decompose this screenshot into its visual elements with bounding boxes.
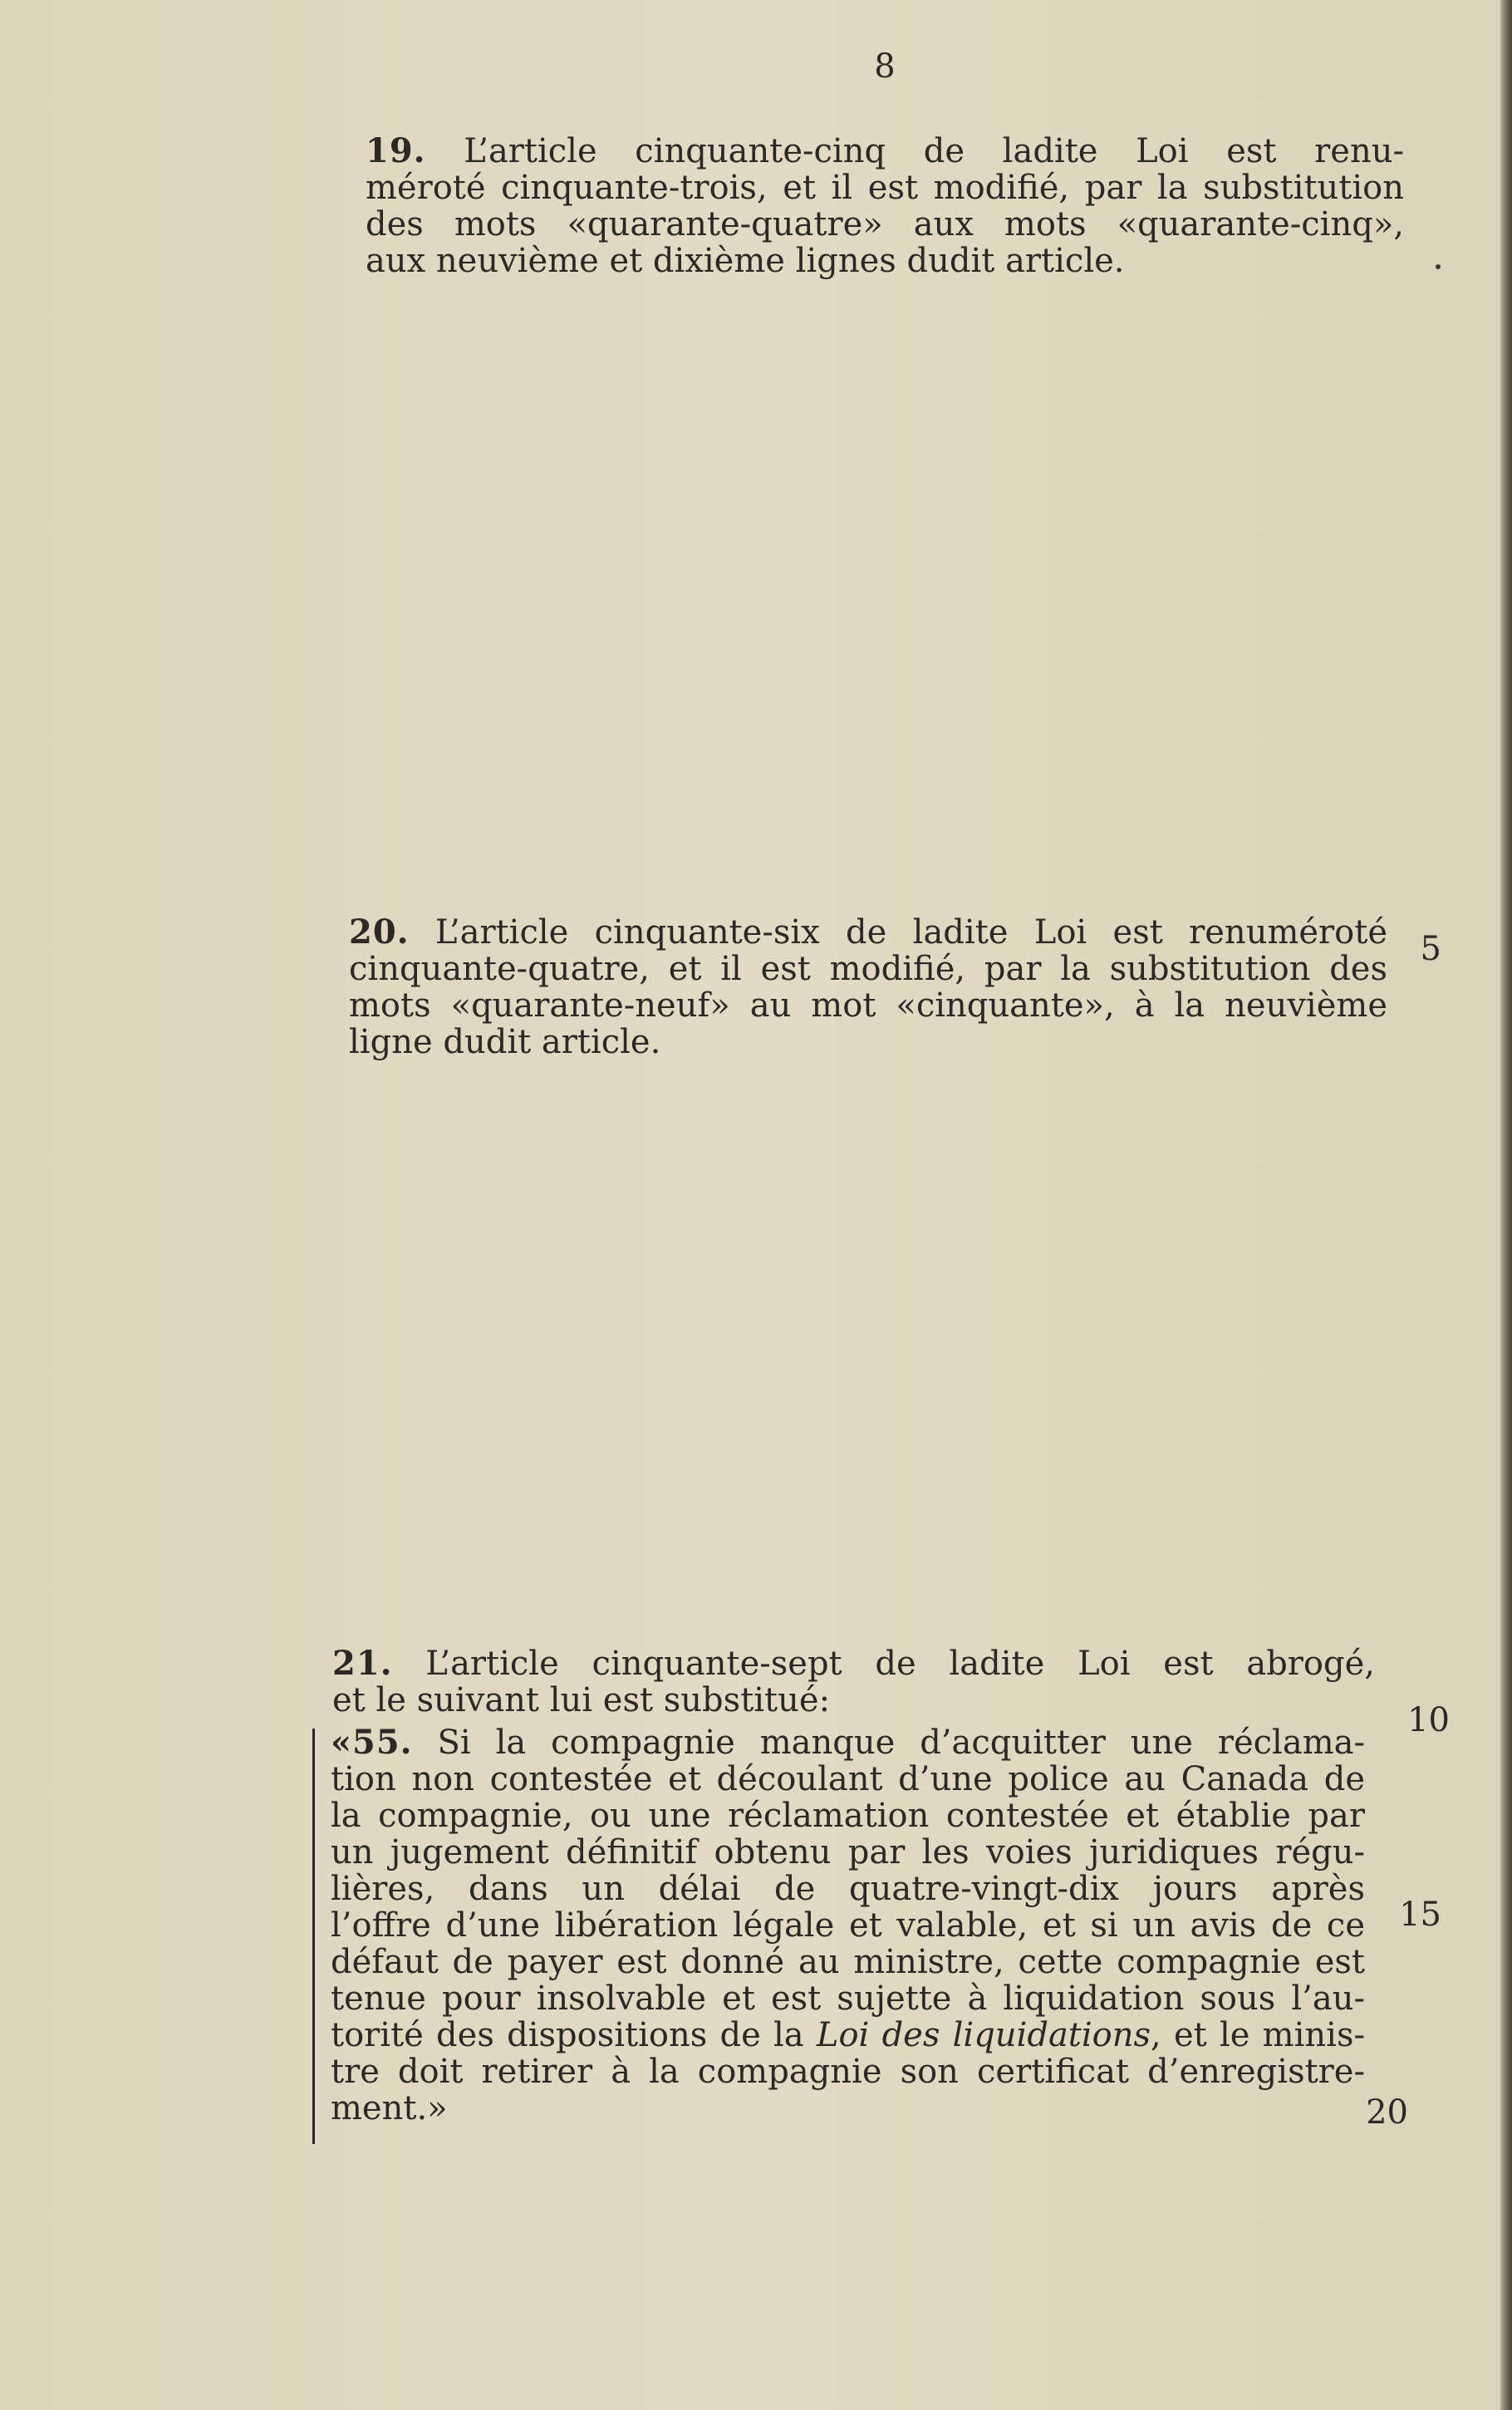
section-20: [349, 914, 1387, 1060]
section-55-line-5: lières, dans un délai de quatre-vingt-dix jours après: [331, 1870, 1365, 1908]
section-20-line-4: ligne dudit article.: [349, 1023, 661, 1061]
section-20-line-2: cinquante-quatre, et il est modifié, par la substitution des: [349, 950, 1387, 988]
quotation-rule: [312, 1729, 315, 2144]
section-19-line-2: méroté cinquante-trois, et il est modifié, par la substitution: [366, 169, 1404, 207]
page-edge-shadow: [1500, 0, 1512, 2410]
section-55-line-2: tion non contestée et découlant d’une police au Canada de: [331, 1760, 1365, 1798]
section-19-line-3: des mots «quarante-quatre» aux mots «quarante-cinq»,: [366, 205, 1404, 243]
section-21-line-1: 21. L’article cinquante-sept de ladite Loi est abrogé,: [332, 1644, 1375, 1683]
margin-line-number-20: 20: [1366, 2093, 1408, 2132]
section-55-line-1: «55. Si la compagnie manque d’acquitter une réclama-: [331, 1723, 1365, 1762]
margin-line-number-15: 15: [1399, 1896, 1441, 1934]
section-19: [366, 133, 1404, 279]
section-55-line-8: tenue pour insolvable et est sujette à liquidation sous l’au-: [331, 1980, 1365, 2018]
section-20-number: 20.: [349, 912, 410, 952]
section-21-number: 21.: [332, 1644, 393, 1683]
ink-speck: [1436, 264, 1441, 269]
section-21: [332, 1645, 1375, 1719]
margin-line-number-10: 10: [1407, 1701, 1450, 1739]
section-55-quoted: [331, 1724, 1365, 2127]
page-number: 8: [874, 47, 896, 86]
margin-line-number-5: 5: [1420, 930, 1441, 968]
section-55-number: «55.: [331, 1723, 413, 1762]
section-19-line-1: 19. L’article cinquante-cinq de ladite Loi est renu-: [366, 131, 1404, 170]
section-55-line-7: défaut de payer est donné au ministre, cette compagnie est: [331, 1943, 1365, 1981]
act-title-italic: Loi des liquidations: [816, 2016, 1151, 2054]
section-20-line-3: mots «quarante-neuf» au mot «cinquante», à la neuvième: [349, 986, 1387, 1025]
section-55-line-3: la compagnie, ou une réclamation contestée et établie par: [331, 1797, 1365, 1835]
section-20-line-1: 20. L’article cinquante-six de ladite Loi est renuméroté: [349, 912, 1387, 952]
section-55-line-4: un jugement définitif obtenu par les voies juridiques régu-: [331, 1833, 1365, 1871]
section-55-line-11: ment.»: [331, 2089, 448, 2127]
section-55-line-6: l’offre d’une libération légale et valable, et si un avis de ce: [331, 1906, 1365, 1945]
section-55-line-10: tre doit retirer à la compagnie son certificat d’enregistre-: [331, 2053, 1365, 2091]
section-19-line-4: aux neuvième et dixième lignes dudit article.: [366, 242, 1125, 280]
section-19-number: 19.: [366, 131, 426, 170]
section-21-line-2: et le suivant lui est substitué:: [332, 1681, 831, 1719]
section-55-line-9: torité des dispositions de la Loi des liquidations, et le minis-: [331, 2016, 1365, 2054]
